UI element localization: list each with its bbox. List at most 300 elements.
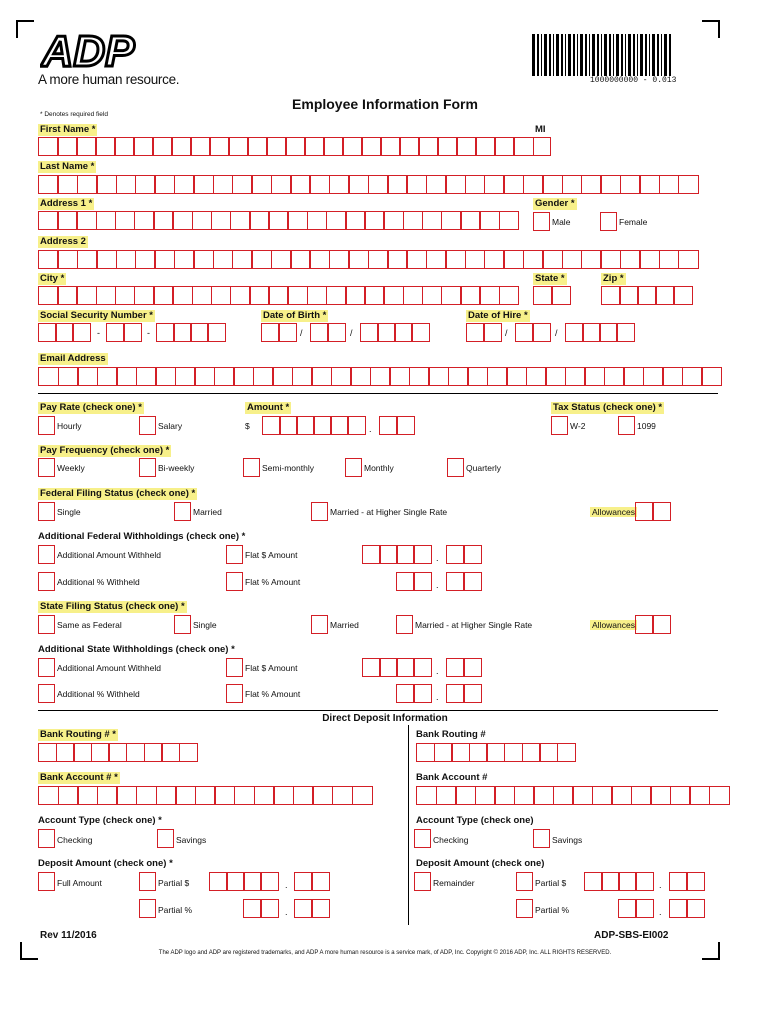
char-box[interactable] (422, 211, 443, 230)
char-box[interactable] (211, 286, 232, 305)
char-box[interactable] (652, 615, 671, 634)
char-box[interactable] (133, 137, 154, 156)
char-box[interactable] (77, 250, 98, 269)
char-box[interactable] (643, 367, 664, 386)
char-box[interactable] (251, 250, 272, 269)
char-box[interactable] (467, 367, 488, 386)
char-box[interactable] (469, 743, 488, 762)
char-box[interactable] (406, 175, 427, 194)
char-box[interactable] (623, 367, 644, 386)
char-box[interactable] (285, 137, 306, 156)
char-box[interactable] (345, 286, 366, 305)
char-box[interactable] (268, 286, 289, 305)
char-box[interactable] (192, 211, 213, 230)
char-box[interactable] (194, 367, 215, 386)
char-box[interactable] (115, 286, 136, 305)
char-box[interactable] (592, 786, 613, 805)
char-box[interactable] (364, 286, 385, 305)
char-box[interactable] (228, 137, 249, 156)
char-box[interactable] (551, 286, 571, 305)
char-box[interactable] (77, 367, 98, 386)
same-federal-checkbox[interactable] (38, 615, 55, 634)
char-box[interactable] (416, 786, 437, 805)
partial-dollar-checkbox[interactable] (139, 872, 156, 891)
char-box[interactable] (619, 286, 639, 305)
char-box[interactable] (253, 367, 274, 386)
char-box[interactable] (364, 211, 385, 230)
char-box[interactable] (484, 250, 505, 269)
char-box[interactable] (635, 502, 654, 521)
char-box[interactable] (361, 137, 382, 156)
char-box[interactable] (362, 658, 381, 677)
state-add-percent-checkbox[interactable] (38, 684, 55, 703)
char-box[interactable] (455, 786, 476, 805)
char-box[interactable] (678, 250, 699, 269)
char-box[interactable] (565, 323, 584, 342)
char-box[interactable] (287, 286, 308, 305)
mi-field[interactable] (533, 137, 551, 156)
char-box[interactable] (523, 250, 544, 269)
char-box[interactable] (172, 286, 193, 305)
doh-day[interactable] (515, 323, 549, 342)
char-box[interactable] (179, 743, 198, 762)
char-box[interactable] (426, 175, 447, 194)
char-box[interactable] (446, 658, 465, 677)
char-box[interactable] (77, 786, 98, 805)
char-box[interactable] (106, 323, 125, 342)
char-box[interactable] (396, 545, 415, 564)
first-name-field[interactable] (38, 137, 532, 156)
char-box[interactable] (437, 137, 458, 156)
char-box[interactable] (211, 211, 232, 230)
char-box[interactable] (91, 743, 110, 762)
char-box[interactable] (422, 286, 443, 305)
char-box[interactable] (506, 367, 527, 386)
char-box[interactable] (403, 211, 424, 230)
char-box[interactable] (348, 250, 369, 269)
dob-year[interactable] (360, 323, 428, 342)
char-box[interactable] (38, 250, 59, 269)
char-box[interactable] (631, 786, 652, 805)
char-box[interactable] (504, 743, 523, 762)
char-box[interactable] (562, 250, 583, 269)
char-box[interactable] (542, 250, 563, 269)
char-box[interactable] (611, 786, 632, 805)
char-box[interactable] (116, 175, 137, 194)
char-box[interactable] (396, 572, 415, 591)
checking-checkbox[interactable] (38, 829, 55, 848)
char-box[interactable] (156, 323, 175, 342)
bank-account-field[interactable] (38, 786, 371, 805)
full-amount-checkbox[interactable] (38, 872, 55, 891)
char-box[interactable] (38, 175, 59, 194)
char-box[interactable] (600, 250, 621, 269)
char-box[interactable] (446, 545, 465, 564)
char-box[interactable] (620, 250, 641, 269)
char-box[interactable] (173, 323, 192, 342)
char-box[interactable] (532, 323, 551, 342)
char-box[interactable] (463, 684, 482, 703)
fed-percent-whole[interactable] (396, 572, 430, 591)
char-box[interactable] (620, 175, 641, 194)
char-box[interactable] (601, 286, 621, 305)
char-box[interactable] (616, 323, 635, 342)
char-box[interactable] (652, 502, 671, 521)
char-box[interactable] (312, 786, 333, 805)
doh-month[interactable] (466, 323, 500, 342)
char-box[interactable] (230, 211, 251, 230)
char-box[interactable] (193, 250, 214, 269)
char-box[interactable] (483, 323, 502, 342)
remainder-checkbox[interactable] (414, 872, 431, 891)
char-box[interactable] (271, 250, 292, 269)
char-box[interactable] (154, 250, 175, 269)
amount-dollars[interactable] (262, 416, 364, 435)
char-box[interactable] (115, 211, 136, 230)
salary-checkbox[interactable] (139, 416, 156, 435)
char-box[interactable] (76, 211, 97, 230)
char-box[interactable] (389, 367, 410, 386)
female-checkbox[interactable] (600, 212, 617, 231)
char-box[interactable] (669, 872, 688, 891)
char-box[interactable] (156, 786, 177, 805)
zip-field[interactable] (601, 286, 691, 305)
char-box[interactable] (670, 786, 691, 805)
dob-month[interactable] (261, 323, 295, 342)
char-box[interactable] (332, 786, 353, 805)
char-box[interactable] (515, 323, 534, 342)
char-box[interactable] (72, 323, 91, 342)
char-box[interactable] (416, 743, 435, 762)
char-box[interactable] (379, 416, 398, 435)
char-box[interactable] (460, 286, 481, 305)
char-box[interactable] (38, 323, 57, 342)
char-box[interactable] (233, 367, 254, 386)
char-box[interactable] (562, 175, 583, 194)
state-amount-cents[interactable] (446, 658, 480, 677)
partial-percent-checkbox[interactable] (139, 899, 156, 918)
fed-add-percent-checkbox[interactable] (38, 572, 55, 591)
char-box[interactable] (136, 367, 157, 386)
char-box[interactable] (326, 286, 347, 305)
char-box[interactable] (247, 137, 268, 156)
doh-year[interactable] (565, 323, 633, 342)
char-box[interactable] (533, 286, 553, 305)
char-box[interactable] (190, 137, 211, 156)
char-box[interactable] (116, 367, 137, 386)
char-box[interactable] (153, 286, 174, 305)
char-box[interactable] (662, 367, 683, 386)
char-box[interactable] (503, 175, 524, 194)
char-box[interactable] (709, 786, 730, 805)
char-box[interactable] (451, 743, 470, 762)
weekly-checkbox[interactable] (38, 458, 55, 477)
char-box[interactable] (207, 323, 226, 342)
char-box[interactable] (413, 572, 432, 591)
char-box[interactable] (441, 286, 462, 305)
state-field[interactable] (533, 286, 569, 305)
char-box[interactable] (581, 250, 602, 269)
char-box[interactable] (73, 743, 92, 762)
savings-checkbox[interactable] (157, 829, 174, 848)
char-box[interactable] (475, 137, 496, 156)
char-box[interactable] (58, 367, 79, 386)
partial-dollar-cents[interactable] (294, 872, 328, 891)
state-amount-dollars[interactable] (362, 658, 430, 677)
char-box[interactable] (487, 367, 508, 386)
fed-percent-fraction[interactable] (446, 572, 480, 591)
char-box[interactable] (213, 250, 234, 269)
char-box[interactable] (135, 175, 156, 194)
char-box[interactable] (261, 323, 280, 342)
char-box[interactable] (387, 175, 408, 194)
char-box[interactable] (678, 175, 699, 194)
char-box[interactable] (379, 545, 398, 564)
bank-routing-field[interactable] (38, 743, 196, 762)
char-box[interactable] (669, 899, 688, 918)
char-box[interactable] (396, 658, 415, 677)
char-box[interactable] (479, 286, 500, 305)
char-box[interactable] (565, 367, 586, 386)
char-box[interactable] (499, 286, 520, 305)
char-box[interactable] (494, 786, 515, 805)
char-box[interactable] (38, 286, 59, 305)
char-box[interactable] (460, 211, 481, 230)
char-box[interactable] (279, 416, 298, 435)
char-box[interactable] (56, 743, 75, 762)
fed-amount-dollars[interactable] (362, 545, 430, 564)
char-box[interactable] (243, 872, 262, 891)
char-box[interactable] (38, 786, 59, 805)
char-box[interactable] (209, 137, 230, 156)
char-box[interactable] (135, 250, 156, 269)
char-box[interactable] (290, 175, 311, 194)
char-box[interactable] (409, 367, 430, 386)
partial-dollar-2-amount[interactable] (584, 872, 652, 891)
state-percent-fraction[interactable] (446, 684, 480, 703)
fed-single-checkbox[interactable] (38, 502, 55, 521)
city-field[interactable] (38, 286, 518, 305)
char-box[interactable] (403, 286, 424, 305)
char-box[interactable] (97, 786, 118, 805)
char-box[interactable] (213, 175, 234, 194)
char-box[interactable] (38, 743, 57, 762)
char-box[interactable] (659, 250, 680, 269)
email-field[interactable] (38, 367, 721, 386)
char-box[interactable] (38, 211, 59, 230)
char-box[interactable] (486, 743, 505, 762)
char-box[interactable] (368, 250, 389, 269)
char-box[interactable] (584, 872, 603, 891)
char-box[interactable] (278, 323, 297, 342)
char-box[interactable] (304, 137, 325, 156)
char-box[interactable] (484, 175, 505, 194)
char-box[interactable] (174, 175, 195, 194)
partial-dollar-amount[interactable] (209, 872, 277, 891)
char-box[interactable] (682, 367, 703, 386)
char-box[interactable] (96, 286, 117, 305)
dob-day[interactable] (310, 323, 344, 342)
char-box[interactable] (77, 175, 98, 194)
char-box[interactable] (446, 572, 465, 591)
char-box[interactable] (581, 175, 602, 194)
last-name-field[interactable] (38, 175, 697, 194)
char-box[interactable] (57, 286, 78, 305)
char-box[interactable] (475, 786, 496, 805)
char-box[interactable] (95, 137, 116, 156)
char-box[interactable] (116, 786, 137, 805)
char-box[interactable] (323, 137, 344, 156)
char-box[interactable] (249, 286, 270, 305)
amount-cents[interactable] (379, 416, 413, 435)
char-box[interactable] (494, 137, 515, 156)
char-box[interactable] (526, 367, 547, 386)
char-box[interactable] (251, 175, 272, 194)
fed-allowances-field[interactable] (635, 502, 669, 521)
partial-percent-2-fraction[interactable] (669, 899, 703, 918)
partial-percent-whole[interactable] (243, 899, 277, 918)
char-box[interactable] (383, 211, 404, 230)
char-box[interactable] (232, 175, 253, 194)
char-box[interactable] (445, 250, 466, 269)
char-box[interactable] (153, 211, 174, 230)
char-box[interactable] (310, 323, 329, 342)
char-box[interactable] (553, 786, 574, 805)
char-box[interactable] (350, 367, 371, 386)
char-box[interactable] (673, 286, 693, 305)
ssn-part2[interactable] (106, 323, 140, 342)
char-box[interactable] (326, 211, 347, 230)
char-box[interactable] (370, 367, 391, 386)
char-box[interactable] (503, 250, 524, 269)
char-box[interactable] (172, 211, 193, 230)
state-married-checkbox[interactable] (311, 615, 328, 634)
char-box[interactable] (582, 323, 601, 342)
char-box[interactable] (226, 872, 245, 891)
char-box[interactable] (465, 250, 486, 269)
fed-add-amount-checkbox[interactable] (38, 545, 55, 564)
char-box[interactable] (399, 137, 420, 156)
char-box[interactable] (307, 286, 328, 305)
char-box[interactable] (387, 250, 408, 269)
char-box[interactable] (418, 137, 439, 156)
char-box[interactable] (686, 899, 705, 918)
state-flat-amount-checkbox[interactable] (226, 658, 243, 677)
char-box[interactable] (362, 545, 381, 564)
male-checkbox[interactable] (533, 212, 550, 231)
char-box[interactable] (96, 250, 117, 269)
char-box[interactable] (618, 872, 637, 891)
char-box[interactable] (195, 786, 216, 805)
char-box[interactable] (383, 286, 404, 305)
ssn-part3[interactable] (156, 323, 224, 342)
char-box[interactable] (599, 323, 618, 342)
char-box[interactable] (268, 211, 289, 230)
char-box[interactable] (352, 786, 373, 805)
char-box[interactable] (311, 899, 330, 918)
checking-2-checkbox[interactable] (414, 829, 431, 848)
char-box[interactable] (639, 250, 660, 269)
char-box[interactable] (273, 786, 294, 805)
char-box[interactable] (413, 658, 432, 677)
char-box[interactable] (313, 416, 332, 435)
bank-account-2-field[interactable] (416, 786, 728, 805)
char-box[interactable] (327, 323, 346, 342)
char-box[interactable] (116, 250, 137, 269)
char-box[interactable] (542, 175, 563, 194)
char-box[interactable] (134, 286, 155, 305)
char-box[interactable] (293, 786, 314, 805)
state-married-higher-checkbox[interactable] (396, 615, 413, 634)
char-box[interactable] (413, 545, 432, 564)
char-box[interactable] (260, 872, 279, 891)
char-box[interactable] (190, 323, 209, 342)
char-box[interactable] (604, 367, 625, 386)
char-box[interactable] (650, 786, 671, 805)
char-box[interactable] (618, 899, 637, 918)
char-box[interactable] (232, 250, 253, 269)
state-percent-whole[interactable] (396, 684, 430, 703)
char-box[interactable] (331, 367, 352, 386)
char-box[interactable] (635, 872, 654, 891)
char-box[interactable] (152, 137, 173, 156)
char-box[interactable] (174, 250, 195, 269)
char-box[interactable] (513, 137, 534, 156)
char-box[interactable] (193, 175, 214, 194)
char-box[interactable] (271, 175, 292, 194)
monthly-checkbox[interactable] (345, 458, 362, 477)
char-box[interactable] (445, 175, 466, 194)
char-box[interactable] (307, 211, 328, 230)
char-box[interactable] (345, 211, 366, 230)
char-box[interactable] (214, 786, 235, 805)
address2-field[interactable] (38, 250, 697, 269)
char-box[interactable] (57, 250, 78, 269)
biweekly-checkbox[interactable] (139, 458, 156, 477)
char-box[interactable] (545, 367, 566, 386)
state-add-amount-checkbox[interactable] (38, 658, 55, 677)
char-box[interactable] (58, 786, 79, 805)
char-box[interactable] (294, 872, 313, 891)
char-box[interactable] (287, 211, 308, 230)
char-box[interactable] (436, 786, 457, 805)
char-box[interactable] (290, 250, 311, 269)
char-box[interactable] (456, 137, 477, 156)
char-box[interactable] (249, 211, 270, 230)
char-box[interactable] (311, 367, 332, 386)
char-box[interactable] (76, 286, 97, 305)
address1-field[interactable] (38, 211, 518, 230)
char-box[interactable] (126, 743, 145, 762)
char-box[interactable] (57, 175, 78, 194)
char-box[interactable] (523, 175, 544, 194)
char-box[interactable] (413, 684, 432, 703)
char-box[interactable] (584, 367, 605, 386)
char-box[interactable] (272, 367, 293, 386)
char-box[interactable] (243, 899, 262, 918)
char-box[interactable] (76, 137, 97, 156)
1099-checkbox[interactable] (618, 416, 635, 435)
char-box[interactable] (479, 211, 500, 230)
char-box[interactable] (377, 323, 396, 342)
char-box[interactable] (360, 323, 379, 342)
char-box[interactable] (380, 137, 401, 156)
char-box[interactable] (230, 286, 251, 305)
char-box[interactable] (434, 743, 453, 762)
char-box[interactable] (38, 137, 59, 156)
char-box[interactable] (635, 899, 654, 918)
ssn-part1[interactable] (38, 323, 89, 342)
